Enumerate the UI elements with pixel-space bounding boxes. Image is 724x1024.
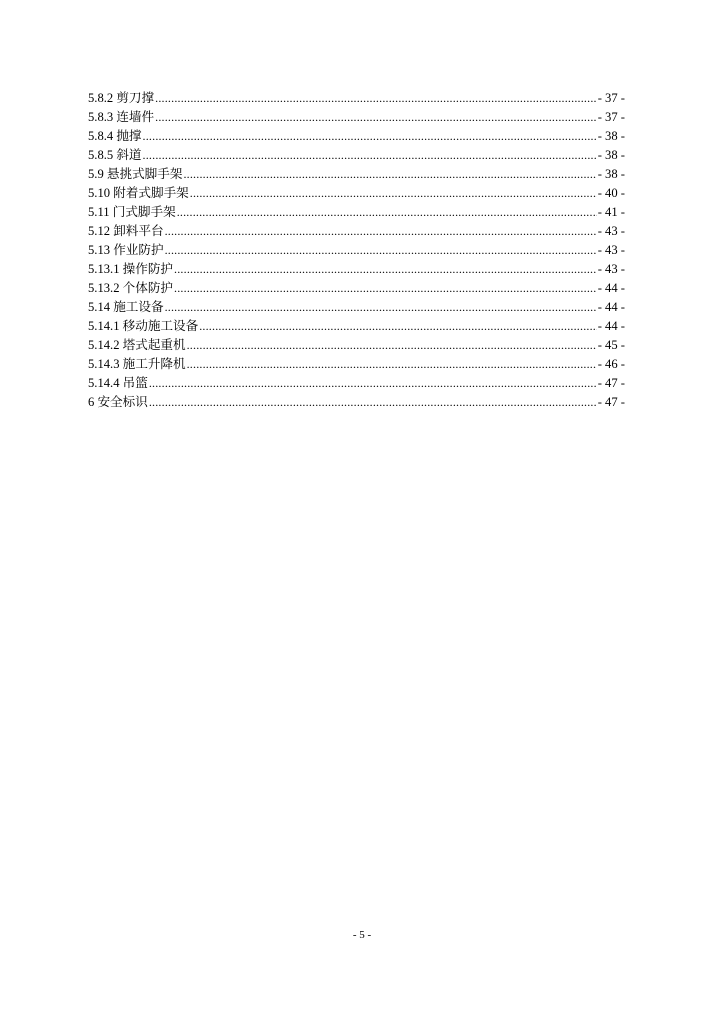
table-of-contents — [88, 89, 625, 412]
toc-entry-page: - 38 - — [597, 167, 625, 181]
toc-leader-dots — [174, 279, 597, 298]
toc-entry-label: 5.13 作业防护 — [88, 243, 164, 257]
toc-entry[interactable] — [88, 393, 625, 412]
toc-leader-dots — [143, 127, 597, 146]
toc-entry-page: - 43 - — [597, 224, 625, 238]
toc-entry[interactable] — [88, 260, 625, 279]
toc-leader-dots — [149, 393, 597, 412]
toc-entry[interactable] — [88, 165, 625, 184]
toc-entry[interactable] — [88, 203, 625, 222]
toc-entry-label: 5.9 悬挑式脚手架 — [88, 167, 183, 181]
toc-entry-label: 5.13.2 个体防护 — [88, 281, 174, 295]
toc-leader-dots — [187, 355, 597, 374]
toc-entry-page: - 43 - — [597, 243, 625, 257]
toc-leader-dots — [190, 184, 597, 203]
toc-entry-page: - 43 - — [597, 262, 625, 276]
toc-entry-label: 5.8.5 斜道 — [88, 148, 142, 162]
toc-entry-page: - 38 - — [597, 129, 625, 143]
toc-entry[interactable] — [88, 184, 625, 203]
toc-entry-label: 5.10 附着式脚手架 — [88, 186, 189, 200]
toc-entry-label: 5.14.1 移动施工设备 — [88, 319, 199, 333]
toc-entry-label: 5.11 门式脚手架 — [88, 205, 176, 219]
toc-entry[interactable] — [88, 108, 625, 127]
toc-entry-page: - 44 - — [597, 319, 625, 333]
toc-entry[interactable] — [88, 89, 625, 108]
toc-entry-page: - 41 - — [597, 205, 625, 219]
toc-leader-dots — [177, 203, 597, 222]
page-number: - 5 - — [352, 929, 372, 941]
toc-entry-label: 5.14 施工设备 — [88, 300, 164, 314]
toc-entry-page: - 47 - — [597, 376, 625, 390]
toc-entry-page: - 45 - — [597, 338, 625, 352]
toc-entry[interactable] — [88, 355, 625, 374]
toc-leader-dots — [165, 222, 597, 241]
toc-leader-dots — [155, 108, 597, 127]
toc-entry-label: 5.14.2 塔式起重机 — [88, 338, 186, 352]
toc-entry-page: - 37 - — [597, 91, 625, 105]
toc-leader-dots — [183, 165, 596, 184]
toc-entry-label: 5.8.2 剪刀撑 — [88, 91, 155, 105]
toc-leader-dots — [149, 374, 597, 393]
toc-entry-label: 5.8.3 连墙件 — [88, 110, 155, 124]
toc-entry[interactable] — [88, 374, 625, 393]
toc-entry[interactable] — [88, 146, 625, 165]
toc-entry[interactable] — [88, 317, 625, 336]
toc-leader-dots — [165, 241, 597, 260]
toc-entry-page: - 37 - — [597, 110, 625, 124]
toc-leader-dots — [199, 317, 597, 336]
toc-entry[interactable] — [88, 127, 625, 146]
toc-entry-label: 5.14.4 吊篮 — [88, 376, 148, 390]
toc-entry[interactable] — [88, 222, 625, 241]
toc-entry-page: - 38 - — [597, 148, 625, 162]
toc-leader-dots — [155, 89, 597, 108]
toc-leader-dots — [143, 146, 597, 165]
toc-entry-page: - 46 - — [597, 357, 625, 371]
toc-entry[interactable] — [88, 241, 625, 260]
toc-entry-label: 5.13.1 操作防护 — [88, 262, 174, 276]
toc-entry-page: - 44 - — [597, 300, 625, 314]
toc-entry-label: 5.12 卸料平台 — [88, 224, 164, 238]
toc-leader-dots — [165, 298, 597, 317]
toc-entry-page: - 40 - — [597, 186, 625, 200]
toc-leader-dots — [174, 260, 597, 279]
toc-entry[interactable] — [88, 298, 625, 317]
toc-leader-dots — [187, 336, 597, 355]
toc-entry[interactable] — [88, 336, 625, 355]
toc-entry-label: 5.14.3 施工升降机 — [88, 357, 186, 371]
toc-entry[interactable] — [88, 279, 625, 298]
toc-entry-label: 5.8.4 抛撑 — [88, 129, 142, 143]
toc-entry-page: - 44 - — [597, 281, 625, 295]
toc-entry-label: 6 安全标识 — [88, 395, 148, 409]
toc-entry-page: - 47 - — [597, 395, 625, 409]
